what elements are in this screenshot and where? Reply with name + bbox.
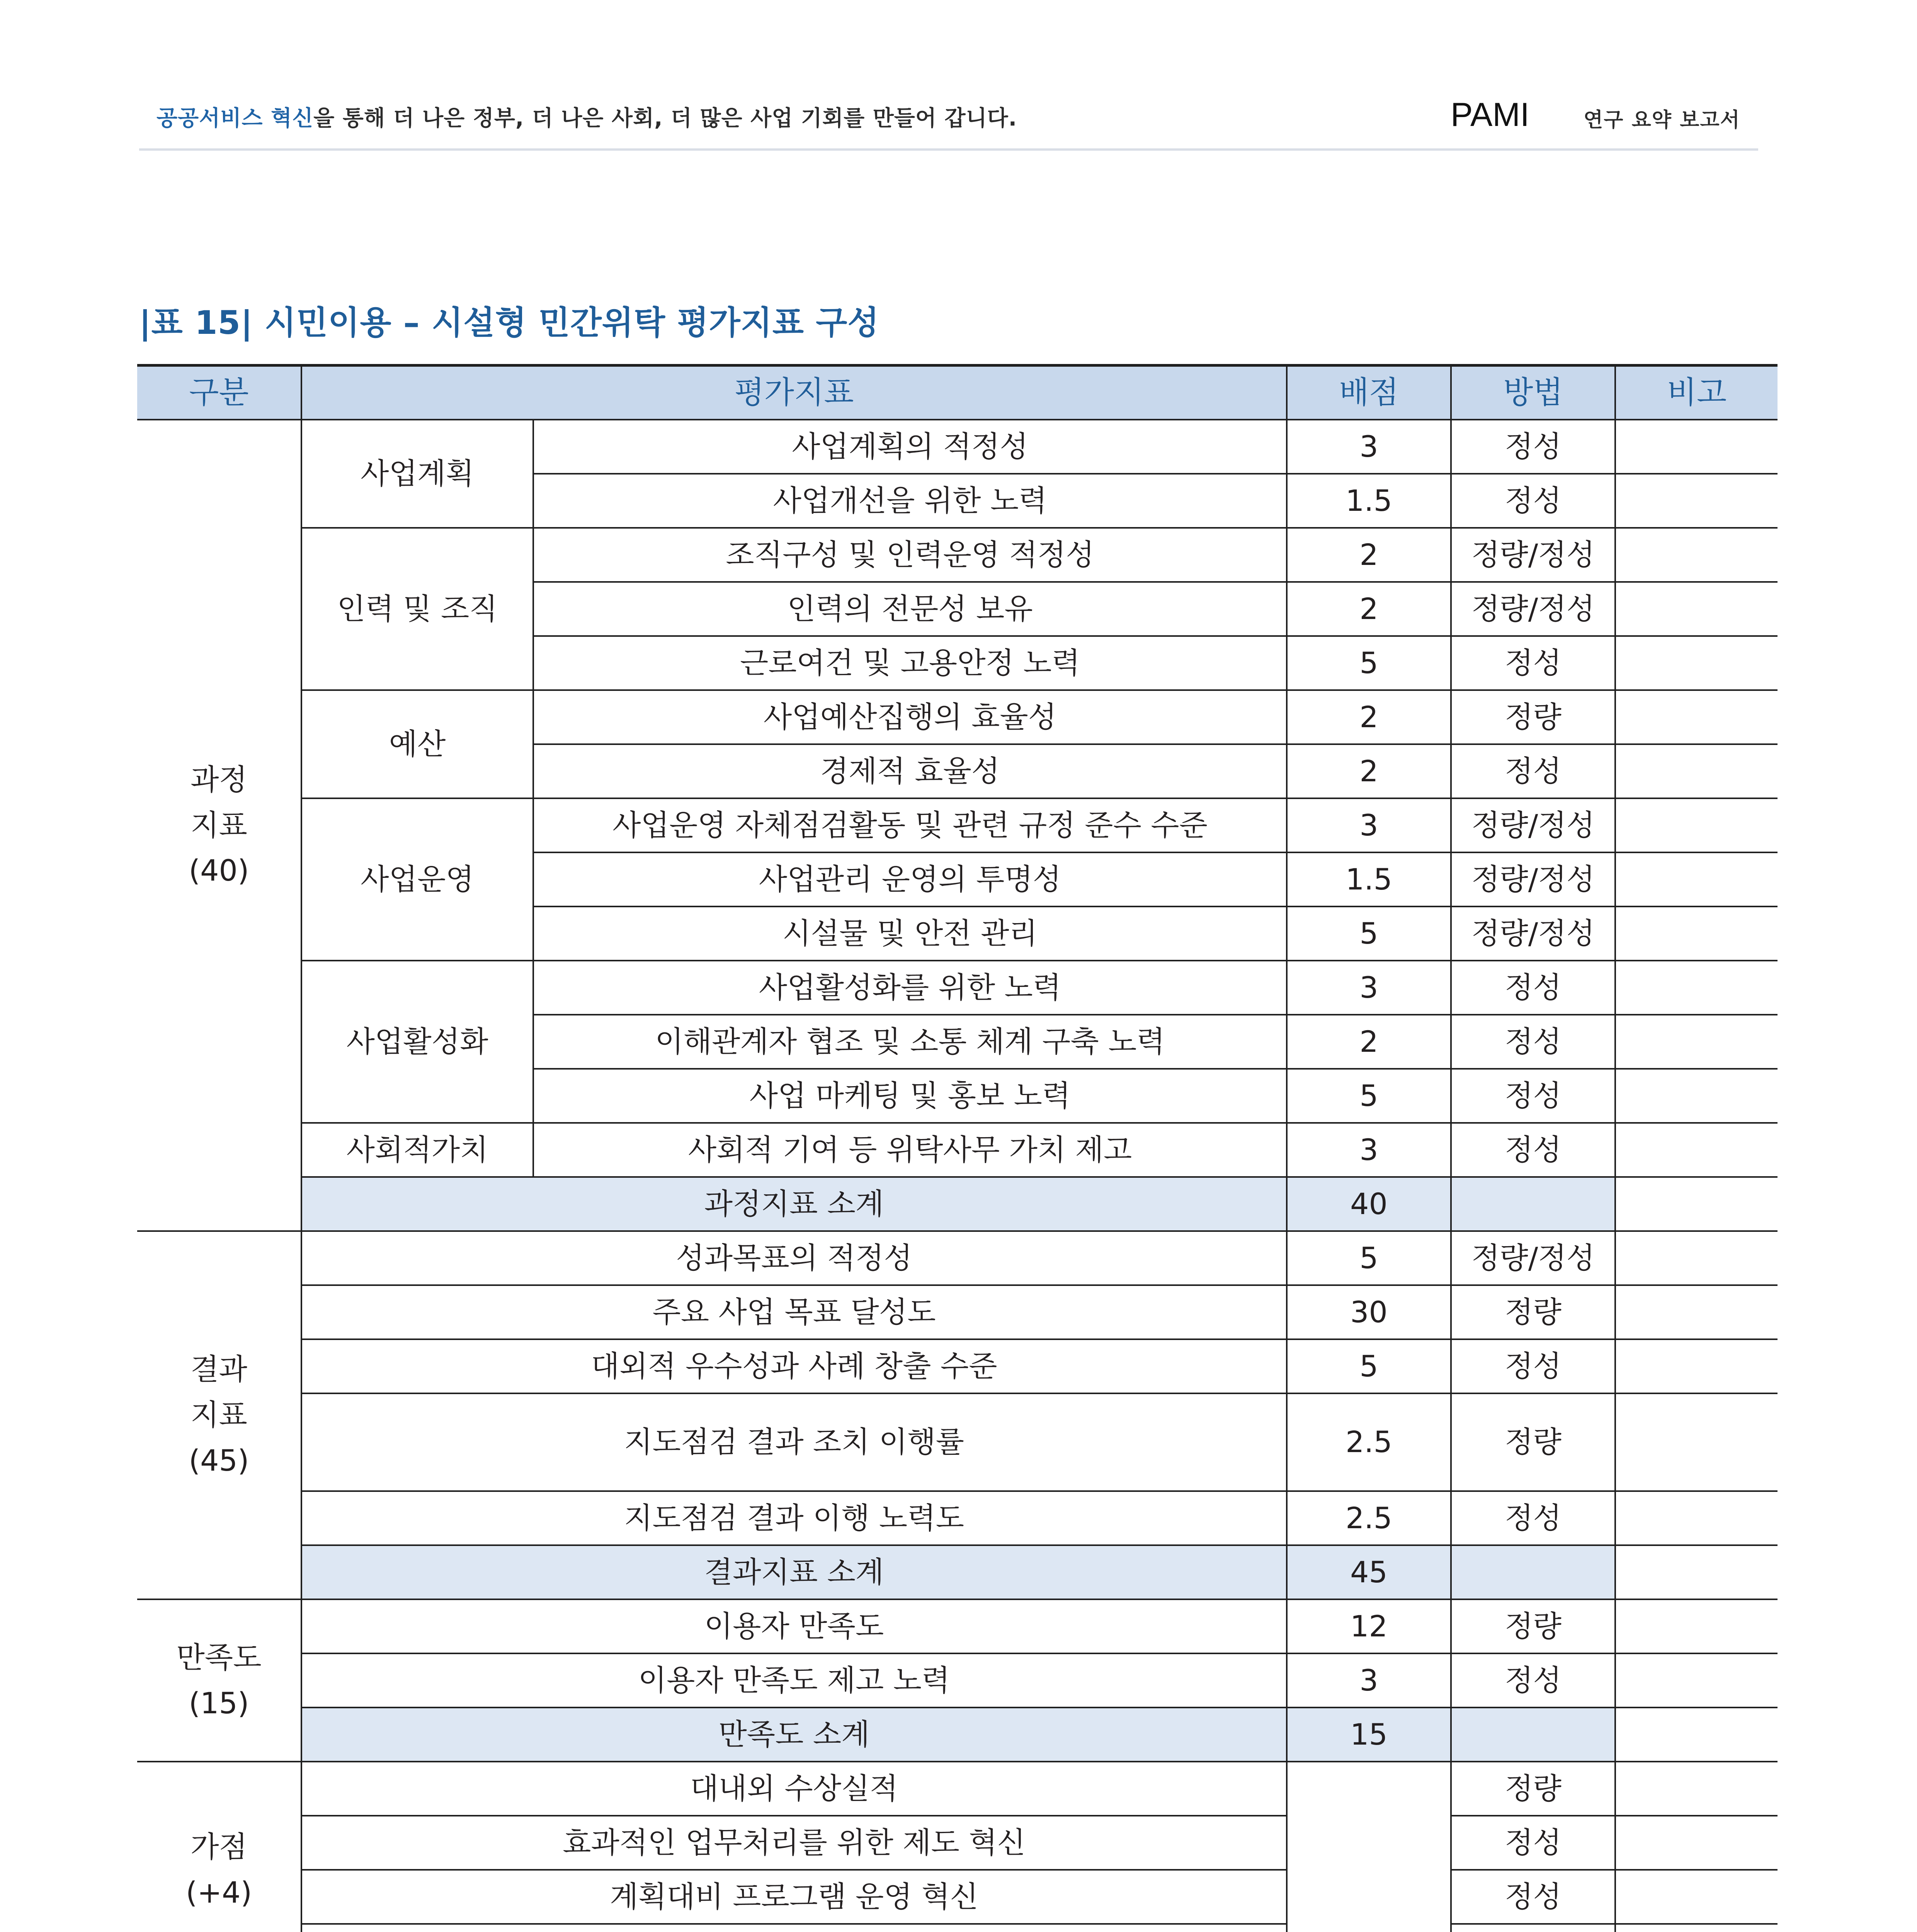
method-cell: 정성 (1451, 744, 1615, 798)
indicator-cell: 사업활성화를 위한 노력 (533, 961, 1287, 1015)
subtotal-method (1451, 1708, 1615, 1762)
header-score: 배점 (1287, 366, 1451, 420)
method-cell: 정량/정성 (1451, 528, 1615, 582)
note-cell (1615, 1762, 1778, 1816)
score-cell: 2 (1287, 528, 1451, 582)
method-cell: 정량/정성 (1451, 906, 1615, 961)
indicator-cell: 이용자 만족도 (301, 1599, 1287, 1653)
method-cell: 정성 (1451, 1069, 1615, 1123)
method-cell: 정성 (1451, 1653, 1615, 1708)
score-cell: 5 (1287, 1339, 1451, 1393)
method-cell: 정성 (1451, 474, 1615, 528)
score-cell: 3 (1287, 1653, 1451, 1708)
table-row (137, 1491, 1778, 1545)
indicator-cell: 조직구성 및 인력운영 적정성 (533, 528, 1287, 582)
subtotal-label: 결과지표 소계 (301, 1545, 1287, 1599)
method-cell (1451, 1924, 1615, 1932)
note-cell (1615, 1177, 1778, 1231)
indicator-cell: 대내외 수상실적 (301, 1762, 1287, 1816)
score-cell: 3 (1287, 1123, 1451, 1177)
method-cell: 정량 (1451, 1762, 1615, 1816)
note-cell (1615, 1653, 1778, 1708)
header-category: 구분 (137, 366, 301, 420)
method-cell: 정량/정성 (1451, 1231, 1615, 1285)
note-cell (1615, 1491, 1778, 1545)
score-cell: 30 (1287, 1285, 1451, 1339)
subtotal-label: 만족도 소계 (301, 1708, 1287, 1762)
method-cell: 정량 (1451, 1285, 1615, 1339)
indicator-cell: 계획대비 프로그램 운영 혁신 (301, 1870, 1287, 1924)
indicator-cell (301, 1924, 1287, 1932)
table-row (137, 1231, 1778, 1285)
table-row (137, 528, 1778, 582)
bonus-penalty-score (1287, 1762, 1451, 1932)
score-cell: 3 (1287, 961, 1451, 1015)
score-cell: 12 (1287, 1599, 1451, 1653)
header-tagline (156, 101, 1017, 132)
indicator-cell: 인력의 전문성 보유 (533, 582, 1287, 636)
method-cell: 정성 (1451, 1339, 1615, 1393)
indicator-cell: 사회적 기여 등 위탁사무 가치 제고 (533, 1123, 1287, 1177)
note-cell (1615, 744, 1778, 798)
note-cell (1615, 1231, 1778, 1285)
header-brand: PAMI (1451, 96, 1529, 133)
table-row (137, 1816, 1778, 1870)
table-header-row (137, 366, 1778, 420)
header-method: 방법 (1451, 366, 1615, 420)
indicator-cell: 사업 마케팅 및 홍보 노력 (533, 1069, 1287, 1123)
score-cell: 2 (1287, 690, 1451, 744)
note-cell (1615, 1069, 1778, 1123)
group-label-outcome: 결과 지표 (45) (137, 1231, 301, 1599)
table-row (137, 690, 1778, 744)
indicator-cell: 대외적 우수성과 사례 창출 수준 (301, 1339, 1287, 1393)
note-cell (1615, 1924, 1778, 1932)
indicator-cell: 이해관계자 협조 및 소통 체계 구축 노력 (533, 1015, 1287, 1069)
header-tagline-accent: 공공서비스 혁신 (156, 106, 314, 131)
header-tagline-rest: 을 통해 더 나은 정부, 더 나은 사회, 더 많은 사업 기회를 만들어 갑니다. (313, 106, 1017, 131)
header-divider (139, 148, 1758, 151)
method-cell: 정성 (1451, 1015, 1615, 1069)
subtotal-score: 40 (1287, 1177, 1451, 1231)
note-cell (1615, 1339, 1778, 1393)
table-row (137, 1924, 1778, 1932)
note-cell (1615, 582, 1778, 636)
note-cell (1615, 1708, 1778, 1762)
table-row (137, 1285, 1778, 1339)
indicator-cell: 경제적 효율성 (533, 744, 1287, 798)
indicator-cell: 효과적인 업무처리를 위한 제도 혁신 (301, 1816, 1287, 1870)
sub-label-plan: 사업계획 (301, 420, 533, 528)
evaluation-table (137, 364, 1778, 1932)
subtotal-method (1451, 1545, 1615, 1599)
subtotal-score: 15 (1287, 1708, 1451, 1762)
score-cell: 1.5 (1287, 474, 1451, 528)
subtotal-method (1451, 1177, 1615, 1231)
method-cell: 정성 (1451, 1816, 1615, 1870)
note-cell (1615, 1545, 1778, 1599)
method-cell: 정량/정성 (1451, 582, 1615, 636)
note-cell (1615, 1285, 1778, 1339)
sub-label-ops: 사업운영 (301, 798, 533, 961)
header-report-title: 연구 요약 보고서 (1584, 109, 1740, 132)
sub-label-org: 인력 및 조직 (301, 528, 533, 690)
note-cell (1615, 1599, 1778, 1653)
indicator-cell: 이용자 만족도 제고 노력 (301, 1653, 1287, 1708)
score-cell: 2.5 (1287, 1491, 1451, 1545)
header-indicator: 평가지표 (301, 366, 1287, 420)
score-cell: 2 (1287, 582, 1451, 636)
note-cell (1615, 636, 1778, 690)
score-cell: 2 (1287, 1015, 1451, 1069)
note-cell (1615, 1816, 1778, 1870)
score-cell: 1.5 (1287, 852, 1451, 906)
score-cell: 5 (1287, 636, 1451, 690)
table-row (137, 1762, 1778, 1816)
table-row (137, 1393, 1778, 1491)
note-cell (1615, 906, 1778, 961)
method-cell: 정성 (1451, 1491, 1615, 1545)
method-cell: 정성 (1451, 636, 1615, 690)
table-row (137, 1599, 1778, 1653)
note-cell (1615, 961, 1778, 1015)
score-cell: 5 (1287, 906, 1451, 961)
method-cell: 정량 (1451, 1393, 1615, 1491)
score-cell: 3 (1287, 798, 1451, 852)
subtotal-row-process (137, 1177, 1778, 1231)
indicator-cell: 시설물 및 안전 관리 (533, 906, 1287, 961)
method-cell: 정량/정성 (1451, 852, 1615, 906)
sub-label-active: 사업활성화 (301, 961, 533, 1123)
subtotal-row-outcome (137, 1545, 1778, 1599)
table-row (137, 420, 1778, 474)
method-cell: 정성 (1451, 420, 1615, 474)
table-row (137, 1123, 1778, 1177)
table-row (137, 961, 1778, 1015)
method-cell: 정량/정성 (1451, 798, 1615, 852)
table-row (137, 798, 1778, 852)
group-label-bonus: 가점 (+4) (137, 1762, 301, 1932)
table-row (137, 1653, 1778, 1708)
score-cell: 2.5 (1287, 1393, 1451, 1491)
indicator-cell: 사업개선을 위한 노력 (533, 474, 1287, 528)
indicator-cell: 주요 사업 목표 달성도 (301, 1285, 1287, 1339)
table-row (137, 1870, 1778, 1924)
note-cell (1615, 474, 1778, 528)
group-label-satisfaction: 만족도 (15) (137, 1599, 301, 1762)
indicator-cell: 성과목표의 적정성 (301, 1231, 1287, 1285)
subtotal-label: 과정지표 소계 (301, 1177, 1287, 1231)
group-label-process: 과정 지표 (40) (137, 420, 301, 1231)
note-cell (1615, 528, 1778, 582)
indicator-cell: 사업예산집행의 효율성 (533, 690, 1287, 744)
score-cell: 3 (1287, 420, 1451, 474)
subtotal-row-satisfaction (137, 1708, 1778, 1762)
indicator-cell: 사업계획의 적정성 (533, 420, 1287, 474)
sub-label-budget: 예산 (301, 690, 533, 798)
table-caption: |표 15| 시민이용 – 시설형 민간위탁 평가지표 구성 (139, 304, 879, 342)
subtotal-score: 45 (1287, 1545, 1451, 1599)
score-cell: 5 (1287, 1069, 1451, 1123)
sub-label-social: 사회적가치 (301, 1123, 533, 1177)
note-cell (1615, 1015, 1778, 1069)
note-cell (1615, 420, 1778, 474)
method-cell: 정성 (1451, 1870, 1615, 1924)
indicator-cell: 지도점검 결과 이행 노력도 (301, 1491, 1287, 1545)
indicator-cell: 근로여건 및 고용안정 노력 (533, 636, 1287, 690)
score-cell: 2 (1287, 744, 1451, 798)
note-cell (1615, 1123, 1778, 1177)
method-cell: 정성 (1451, 961, 1615, 1015)
indicator-cell: 사업관리 운영의 투명성 (533, 852, 1287, 906)
table-row (137, 1339, 1778, 1393)
note-cell (1615, 798, 1778, 852)
score-cell: 5 (1287, 1231, 1451, 1285)
indicator-cell: 사업운영 자체점검활동 및 관련 규정 준수 수준 (533, 798, 1287, 852)
note-cell (1615, 852, 1778, 906)
note-cell (1615, 1393, 1778, 1491)
indicator-cell: 지도점검 결과 조치 이행률 (301, 1393, 1287, 1491)
method-cell: 정성 (1451, 1123, 1615, 1177)
method-cell: 정량 (1451, 1599, 1615, 1653)
note-cell (1615, 1870, 1778, 1924)
note-cell (1615, 690, 1778, 744)
method-cell: 정량 (1451, 690, 1615, 744)
header-note: 비고 (1615, 366, 1778, 420)
